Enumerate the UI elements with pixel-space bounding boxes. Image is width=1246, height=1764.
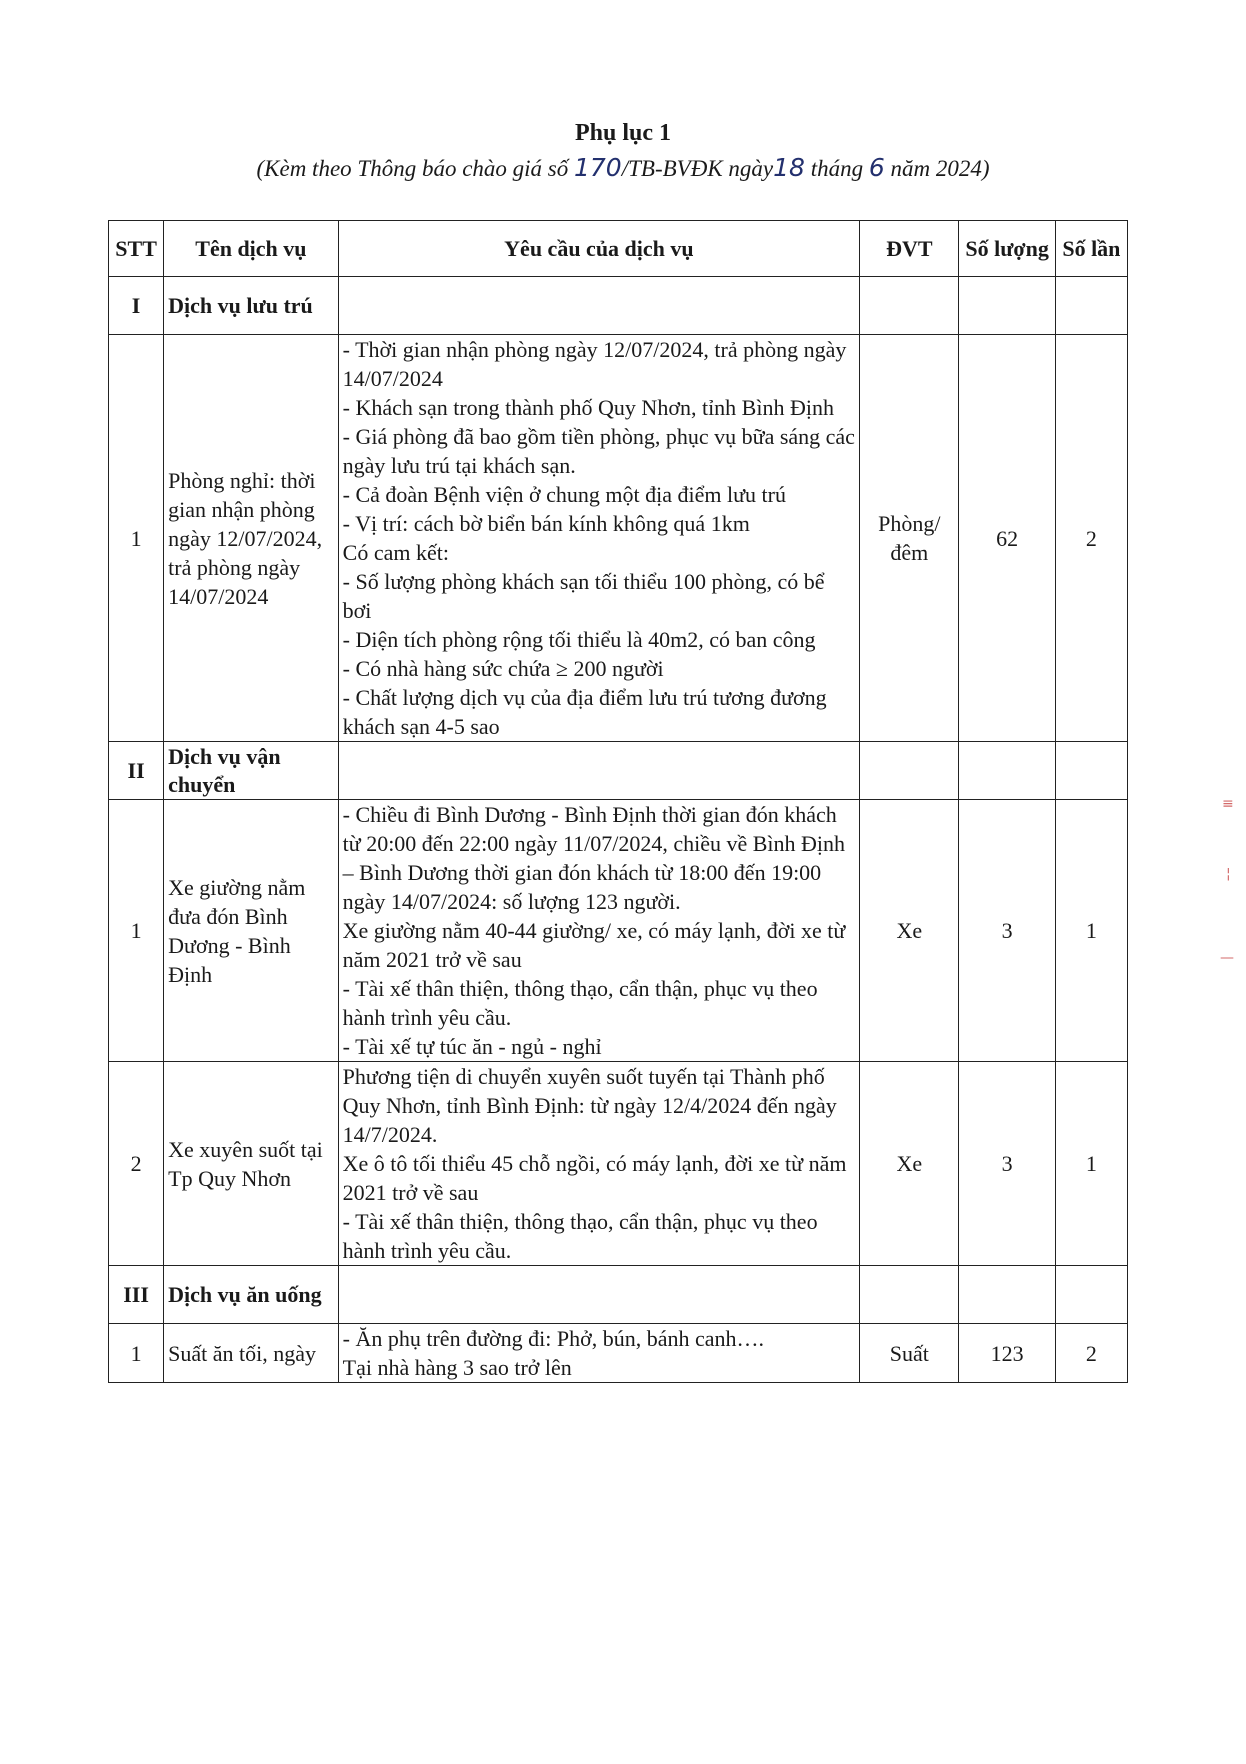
scan-artifact-mark: — [1220, 950, 1234, 966]
requirement-line: Tại nhà hàng 3 sao trở lên [342, 1355, 572, 1380]
subtitle-suffix: năm 2024) [890, 156, 990, 181]
section-row [109, 742, 1128, 800]
requirement-line: - Tài xế thân thiện, thông thạo, cẩn thận, phục vụ theo hành trình yêu cầu. [342, 976, 818, 1030]
requirement-line: - Cả đoàn Bệnh viện ở chung một địa điểm lưu trú [342, 482, 786, 507]
page-title: Phụ lục 1 [574, 120, 672, 146]
row-requirements [338, 1062, 860, 1266]
requirement-line: - Thời gian nhận phòng ngày 12/07/2024, trả phòng ngày 14/07/2024 [342, 337, 847, 391]
table-row [109, 800, 1128, 1062]
handwritten-day: 18 [773, 153, 805, 182]
table-row [109, 1324, 1128, 1383]
requirement-line: Có cam kết: [342, 540, 449, 565]
requirement-line: Xe giường nằm 40-44 giường/ xe, có máy lạnh, đời xe từ năm 2021 trở về sau [342, 918, 846, 972]
row-unit: Phòng/ đêm [860, 335, 959, 742]
requirement-line: - Khách sạn trong thành phố Quy Nhơn, tỉnh Bình Định [342, 395, 834, 420]
section-name: Dịch vụ lưu trú [164, 277, 339, 335]
subtitle-mid-2: tháng [810, 156, 864, 181]
row-service-name: Xe xuyên suốt tại Tp Quy Nhơn [164, 1062, 339, 1266]
subtitle-prefix: (Kèm theo Thông báo chào giá số [256, 156, 569, 181]
row-requirements [338, 1324, 860, 1383]
row-times: 2 [1055, 335, 1127, 742]
subtitle-mid-1: /TB-BVĐK ngày [621, 156, 774, 181]
header-name: Tên dịch vụ [164, 221, 339, 277]
header-stt: STT [109, 221, 164, 277]
row-quantity: 123 [959, 1324, 1055, 1383]
table-row [109, 335, 1128, 742]
requirement-line: - Diện tích phòng rộng tối thiểu là 40m2, có ban công [342, 627, 816, 652]
requirement-line: - Chất lượng dịch vụ của địa điểm lưu trú tương đương khách sạn 4-5 sao [342, 685, 827, 739]
header-quantity: Số lượng [959, 221, 1055, 277]
row-service-name: Xe giường nằm đưa đón Bình Dương - Bình Định [164, 800, 339, 1062]
requirement-line: - Số lượng phòng khách sạn tối thiểu 100 phòng, có bể bơi [342, 569, 825, 623]
requirement-line: - Vị trí: cách bờ biển bán kính không quá 1km [342, 511, 750, 536]
handwritten-number: 170 [574, 153, 622, 182]
section-roman: III [109, 1266, 164, 1324]
requirement-line: - Tài xế tự túc ăn - ngủ - nghỉ [342, 1034, 602, 1059]
section-row [109, 1266, 1128, 1324]
row-unit: Xe [860, 800, 959, 1062]
requirement-line: Phương tiện di chuyển xuyên suốt tuyến tại Thành phố Quy Nhơn, tỉnh Bình Định: từ ngày 12/4/2024 đến ngày 14/7/2024. [342, 1064, 837, 1147]
scan-artifact-mark: ¦ [1226, 866, 1231, 882]
row-stt: 1 [109, 800, 164, 1062]
row-quantity: 3 [959, 1062, 1055, 1266]
section-name: Dịch vụ ăn uống [164, 1266, 339, 1324]
service-table [108, 220, 1128, 1383]
row-unit: Suất [860, 1324, 959, 1383]
row-stt: 1 [109, 1324, 164, 1383]
section-row [109, 277, 1128, 335]
section-roman: II [109, 742, 164, 800]
requirement-line: - Giá phòng đã bao gồm tiền phòng, phục vụ bữa sáng các ngày lưu trú tại khách sạn. [342, 424, 855, 478]
row-quantity: 62 [959, 335, 1055, 742]
row-times: 1 [1055, 800, 1127, 1062]
requirement-line: - Chiều đi Bình Dương - Bình Định thời gian đón khách từ 20:00 đến 22:00 ngày 11/07/2024, chiều về Bình Định – Bình Dương thời gian đón khách từ 18:00 đến 19:00 ngày 14/07/2024: số lượng 123 người. [342, 802, 846, 914]
row-times: 1 [1055, 1062, 1127, 1266]
row-requirements [338, 335, 860, 742]
table-header-row [109, 221, 1128, 277]
requirement-line: - Có nhà hàng sức chứa ≥ 200 người [342, 656, 664, 681]
row-service-name: Phòng nghỉ: thời gian nhận phòng ngày 12/07/2024, trả phòng ngày 14/07/2024 [164, 335, 339, 742]
row-stt: 1 [109, 335, 164, 742]
requirement-line: Xe ô tô tối thiểu 45 chỗ ngồi, có máy lạnh, đời xe từ năm 2021 trở về sau [342, 1151, 847, 1205]
row-quantity: 3 [959, 800, 1055, 1062]
row-times: 2 [1055, 1324, 1127, 1383]
handwritten-month: 6 [868, 153, 885, 182]
requirement-line: - Tài xế thân thiện, thông thạo, cẩn thận, phục vụ theo hành trình yêu cầu. [342, 1209, 818, 1263]
row-unit: Xe [860, 1062, 959, 1266]
section-roman: I [109, 277, 164, 335]
section-name: Dịch vụ vận chuyển [164, 742, 339, 800]
header-unit: ĐVT [860, 221, 959, 277]
table-row [109, 1062, 1128, 1266]
page-subtitle [0, 153, 1246, 182]
row-stt: 2 [109, 1062, 164, 1266]
row-requirements [338, 800, 860, 1062]
requirement-line: - Ăn phụ trên đường đi: Phở, bún, bánh canh…. [342, 1326, 765, 1351]
scan-artifact-mark: ≡ [1222, 796, 1234, 812]
header-requirements: Yêu cầu của dịch vụ [338, 221, 860, 277]
row-service-name: Suất ăn tối, ngày [164, 1324, 339, 1383]
header-times: Số lần [1055, 221, 1127, 277]
